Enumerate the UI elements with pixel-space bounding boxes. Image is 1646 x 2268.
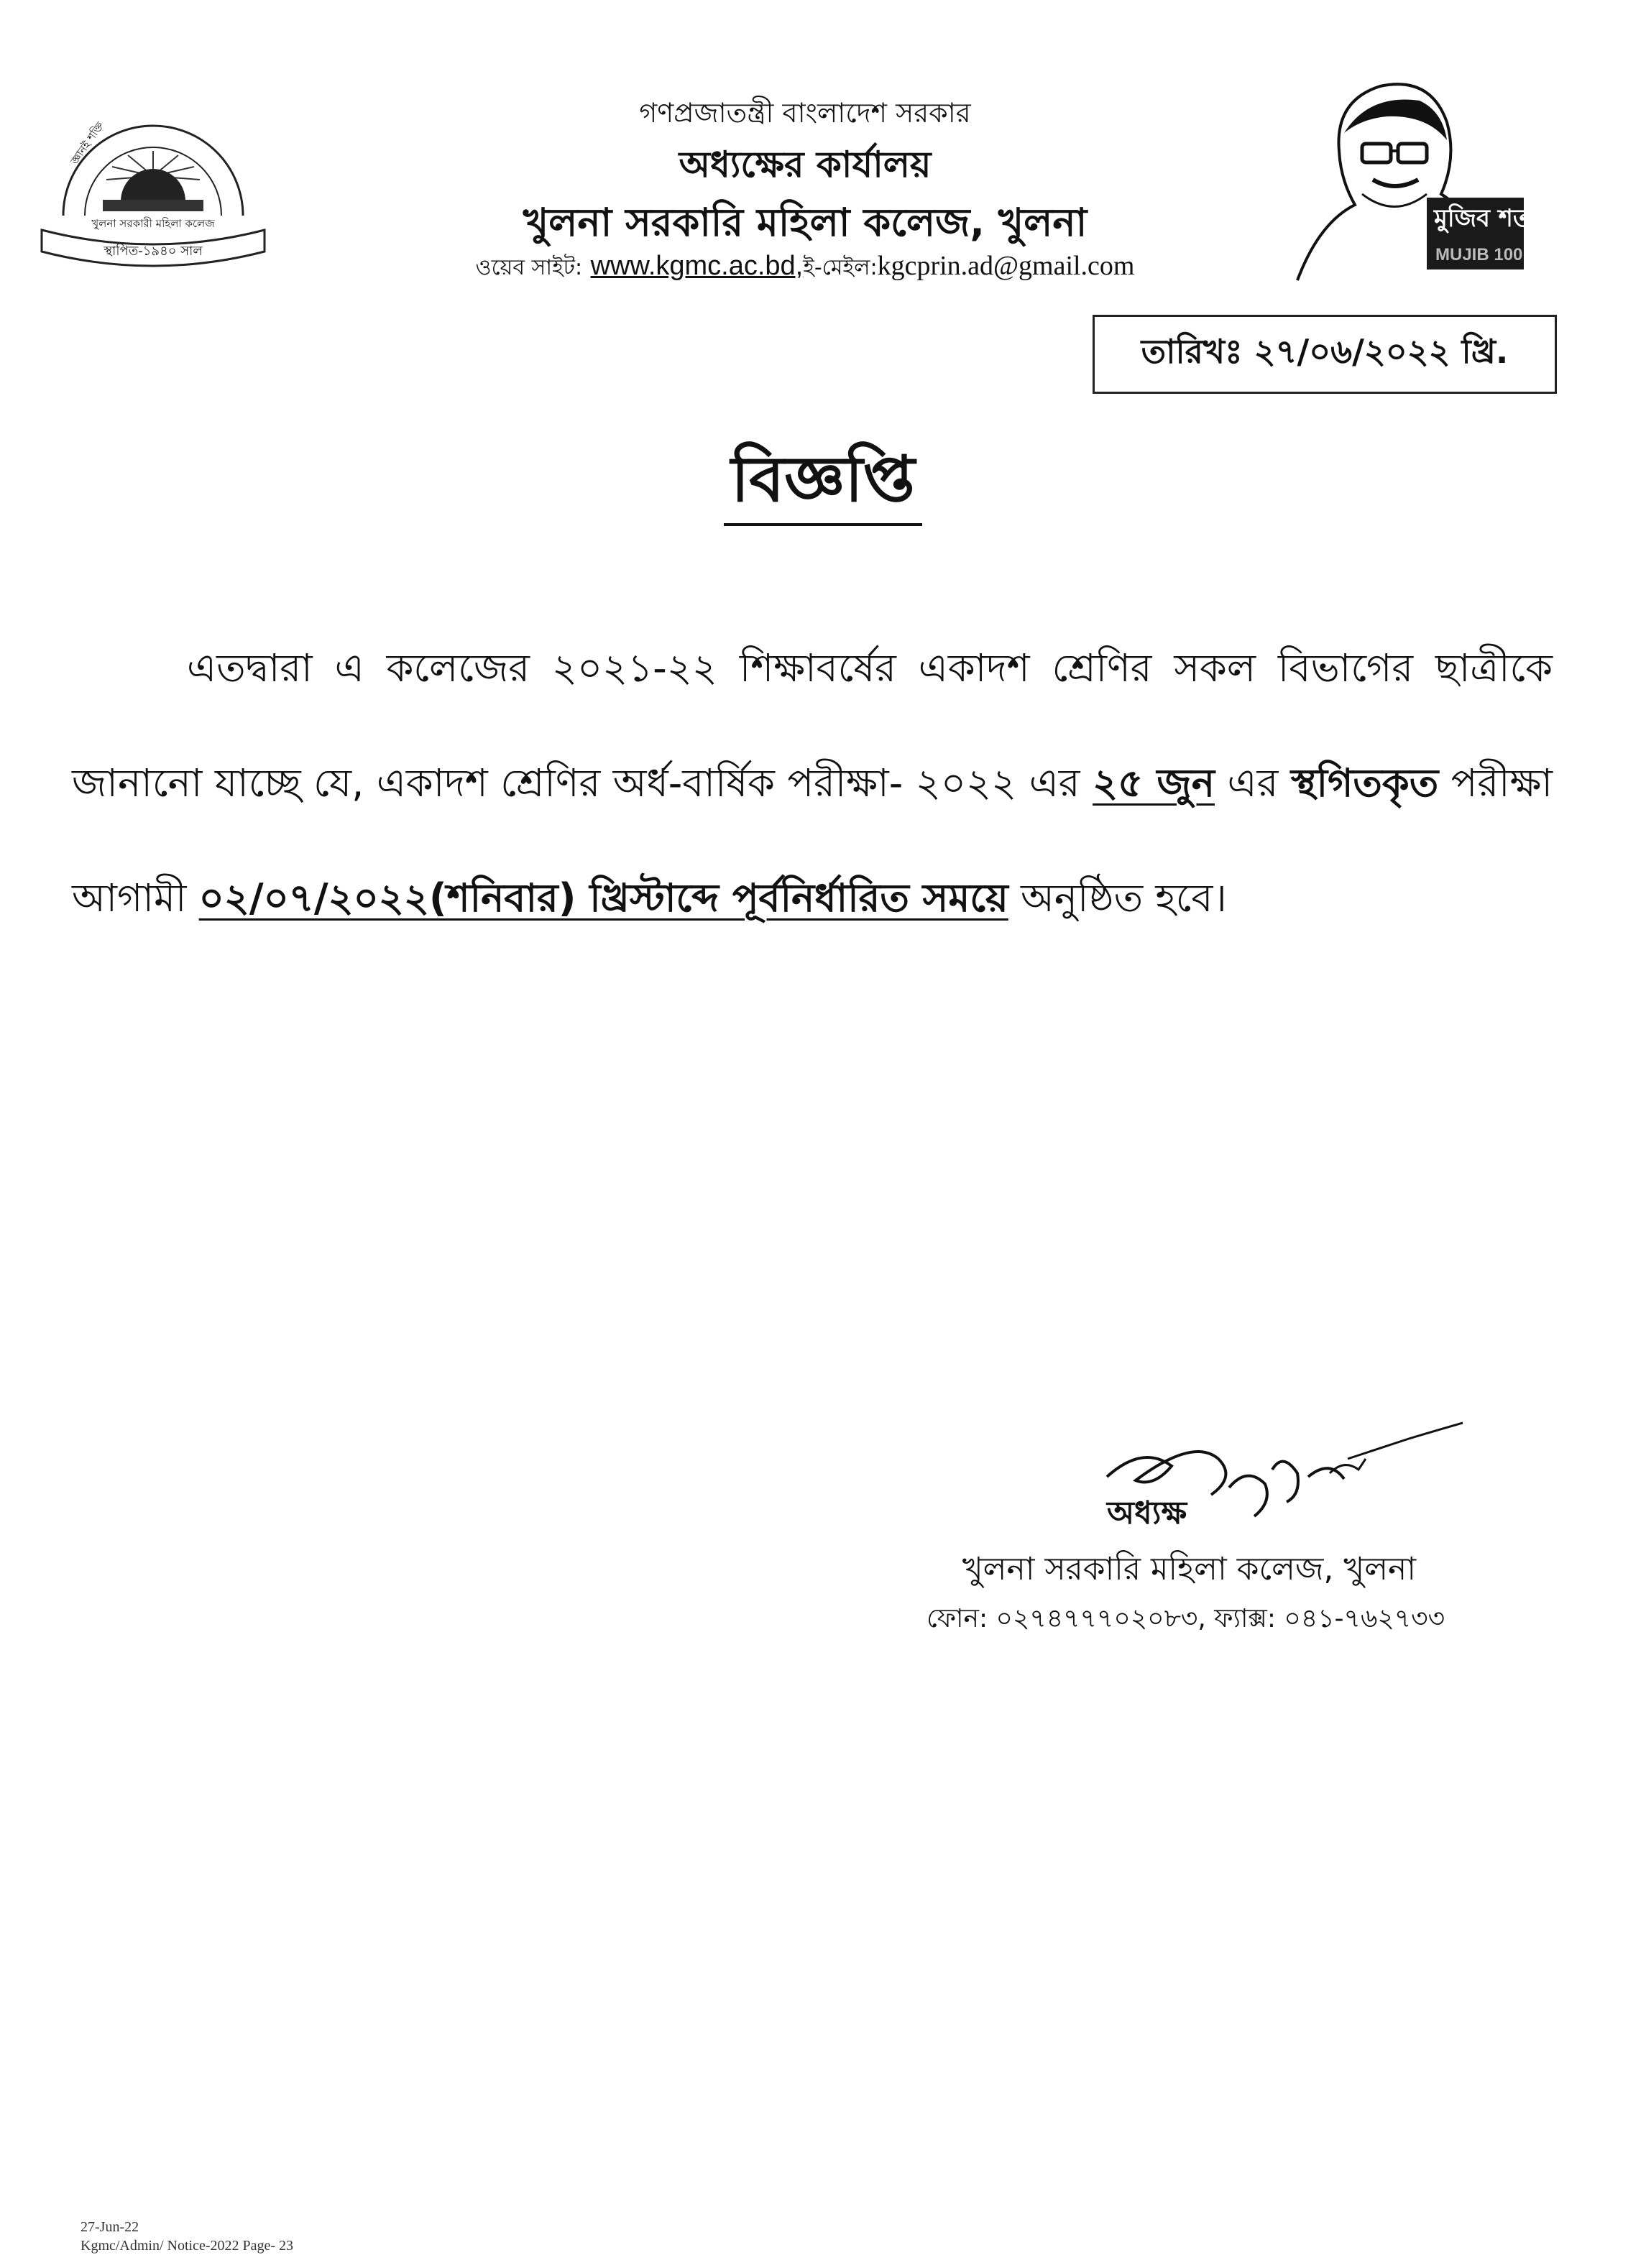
mujib-english-text: MUJIB 100 [1435,245,1523,264]
new-exam-date: ০২/০৭/২০২২(শনিবার) খ্রিস্টাব্দে পূর্বনির্ধারিত সময়ে [198,875,1008,921]
college-logo [35,108,272,273]
email-address[interactable]: kgcprin.ad@gmail.com [877,251,1135,281]
office-name: অধ্যক্ষের কার্যালয় [679,144,932,185]
signatory-college: খুলনা সরকারি মহিলা কলেজ, খুলনা [962,1551,1416,1587]
footer-date: 27-Jun-22 [81,2219,139,2235]
logo-established: স্থাপিত-১৯৪০ সাল [104,244,203,259]
notice-body [72,611,1553,956]
body-part-3: পরীক্ষা আগামী [72,760,1553,921]
body-part-1: এতদ্বারা এ কলেজের ২০২১-২২ শিক্ষাবর্ষের একাদশ শ্রেণির সকল বিভাগের ছাত্রীকে জানানো যাচ্ছে যে, একাদশ শ্রেণির অর্ধ-বার্ষিক পরীক্ষা- ২০২২ এর [72,645,1553,806]
signatory-role: অধ্যক্ষ [1107,1495,1187,1531]
mujib-100-logo [1254,72,1559,280]
website-label: ওয়েব সাইট: [475,255,583,280]
notice-title: বিজ্ঞপ্তি [724,440,922,526]
notice-title-wrap [0,440,1646,526]
college-name: খুলনা সরকারি মহিলা কলেজ, খুলনা [523,200,1088,245]
email-label: ই-মেইল: [803,255,878,280]
date-box [1093,315,1557,394]
footer-reference: Kgmc/Admin/ Notice-2022 Page- 23 [81,2238,294,2254]
exam-date: ২৫ জুন [1093,760,1215,806]
body-part-2: এর [1227,760,1279,806]
logo-name: খুলনা সরকারী মহিলা কলেজ [91,217,215,230]
notice-date: তারিখঃ ২৭/০৬/২০২২ খ্রি. [1141,332,1509,371]
body-part-4: অনুষ্ঠিত হবে। [1021,875,1227,921]
signatory-contact: ফোন: ০২৭৪৭৭৭০২০৮৩, ফ্যাক্স: ০৪১-৭৬২৭৩৩ [927,1604,1445,1633]
mujib-bangla-text: মুজিব শতবর্ষ [1434,204,1559,233]
website-link[interactable]: www.kgmc.ac.bd, [590,251,804,281]
logo-motto: জ্ঞানই শক্তি [68,119,107,167]
government-name: গণপ্রজাতন্ত্রী বাংলাদেশ সরকার [639,97,971,129]
contact-line [403,250,1208,287]
postponed-label: স্থগিতকৃত [1290,760,1439,806]
